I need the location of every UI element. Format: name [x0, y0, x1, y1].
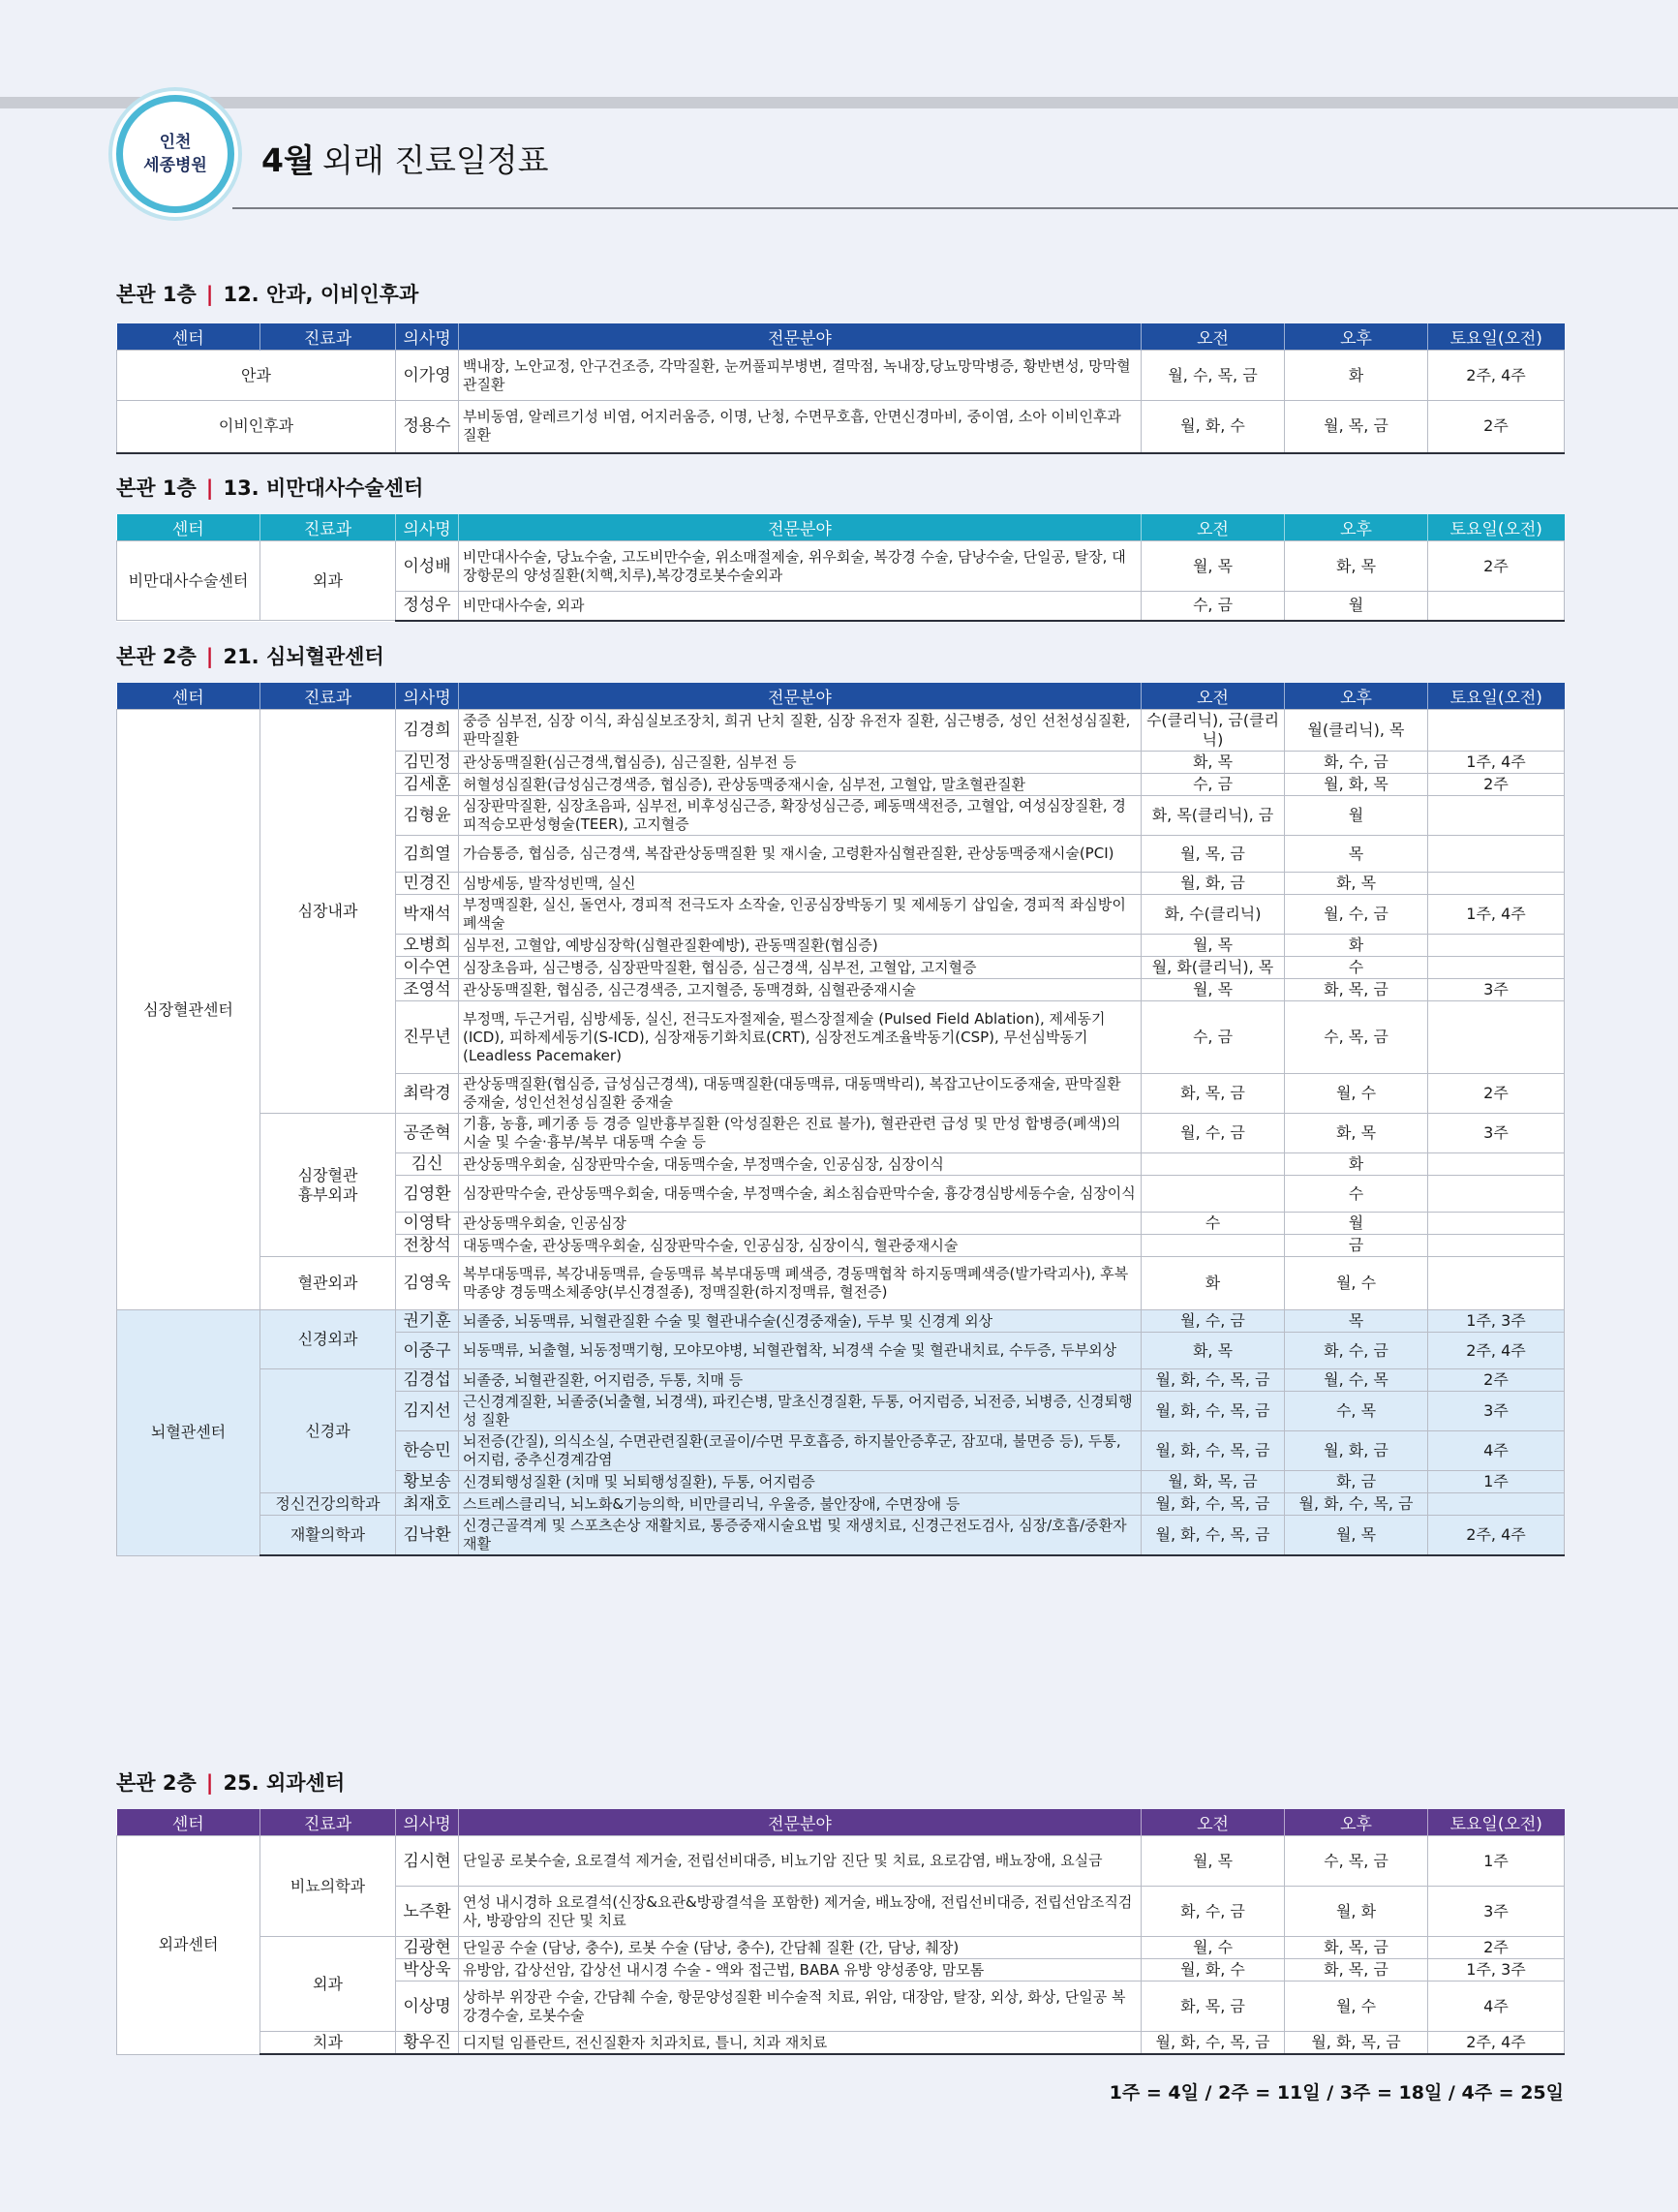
specialty-cell: 부정맥질환, 실신, 돌연사, 경피적 전극도자 소작술, 인공심장박동기 및 제세동기 삽입술, 경피적 좌심방이 폐색술	[459, 895, 1142, 935]
col-doctor: 의사명	[396, 514, 459, 541]
pm-cell: 수, 목, 금	[1285, 1001, 1428, 1074]
specialty-cell: 중증 심부전, 심장 이식, 좌심실보조장치, 희귀 난치 질환, 심장 유전자 질환, 심근병증, 성인 선천성심질환, 판막질환	[459, 710, 1142, 752]
doctor-name: 김시현	[396, 1836, 459, 1887]
am-cell: 월, 목	[1142, 1836, 1285, 1887]
am-cell: 월, 화, 금	[1142, 873, 1285, 895]
pm-cell: 화, 목	[1285, 1114, 1428, 1153]
sat-cell: 4주	[1428, 1431, 1565, 1471]
col-am: 오전	[1142, 683, 1285, 710]
am-cell: 월, 화, 수	[1142, 1959, 1285, 1982]
sat-cell	[1428, 1493, 1565, 1516]
doctor-name: 진무년	[396, 1001, 459, 1074]
specialty-cell: 비만대사수술, 당뇨수술, 고도비만수술, 위소매절제술, 위우회술, 복강경 수술, 담낭수술, 단일공, 탈장, 대장항문의 양성질환(치핵,치루),복강경로봇수술외과	[459, 541, 1142, 592]
table-row	[117, 1310, 1565, 1333]
doctor-name: 김영환	[396, 1176, 459, 1213]
center-cell: 심장혈관센터	[117, 710, 260, 1310]
section-divider: |	[205, 476, 214, 500]
specialty-cell: 단일공 수술 (담낭, 충수), 로봇 수술 (담낭, 충수), 간담췌 질환 (간, 담낭, 췌장)	[459, 1937, 1142, 1959]
specialty-cell: 관상동맥질환(협심증, 급성심근경색), 대동맥질환(대동맥류, 대동맥박리), 복잡고난이도중재술, 판막질환 중재술, 성인선천성심질환 중재술	[459, 1074, 1142, 1114]
pm-cell: 화, 목	[1285, 873, 1428, 895]
am-cell: 월, 화, 수	[1142, 401, 1285, 453]
doctor-name: 정성우	[396, 592, 459, 621]
sat-cell: 3주	[1428, 1887, 1565, 1937]
specialty-cell: 뇌전증(간질), 의식소실, 수면관련질환(코골이/수면 무호흡증, 하지불안증후군, 잠꼬대, 불면증 등), 두통, 어지럼, 중추신경계감염	[459, 1431, 1142, 1471]
center-cell: 뇌혈관센터	[117, 1310, 260, 1556]
doctor-name: 김세훈	[396, 774, 459, 796]
am-cell: 월, 수, 금	[1142, 1114, 1285, 1153]
doctor-name: 이가영	[396, 351, 459, 401]
specialty-cell: 관상동맥우회술, 인공심장	[459, 1213, 1142, 1235]
col-field: 전문분야	[459, 514, 1142, 541]
section-title-cardio-cerebro	[116, 641, 384, 670]
sat-cell	[1428, 957, 1565, 979]
pm-cell: 월, 수	[1285, 1257, 1428, 1310]
doctor-name: 최재호	[396, 1493, 459, 1516]
specialty-cell: 비만대사수술, 외과	[459, 592, 1142, 621]
am-cell: 월, 목	[1142, 935, 1285, 957]
sat-cell: 3주	[1428, 979, 1565, 1001]
table-header-row	[117, 514, 1565, 541]
pm-cell: 화, 목, 금	[1285, 1959, 1428, 1982]
center-cell: 비만대사수술센터	[117, 541, 260, 621]
col-am: 오전	[1142, 1809, 1285, 1836]
col-am: 오전	[1142, 323, 1285, 351]
section-floor: 본관 1층	[116, 283, 197, 306]
doctor-name: 오병희	[396, 935, 459, 957]
col-pm: 오후	[1285, 1809, 1428, 1836]
table-ophthalmology	[116, 323, 1565, 454]
specialty-cell: 뇌졸중, 뇌혈관질환, 어지럼증, 두통, 치매 등	[459, 1369, 1142, 1392]
pm-cell: 월	[1285, 1213, 1428, 1235]
sat-cell	[1428, 873, 1565, 895]
col-field: 전문분야	[459, 1809, 1142, 1836]
sat-cell: 2주, 4주	[1428, 351, 1565, 401]
am-cell: 월, 수, 금	[1142, 1310, 1285, 1333]
section-floor: 본관 1층	[116, 476, 197, 500]
doctor-name: 한승민	[396, 1431, 459, 1471]
pm-cell: 화, 목	[1285, 541, 1428, 592]
col-doctor: 의사명	[396, 1809, 459, 1836]
sat-cell	[1428, 1213, 1565, 1235]
pm-cell: 월	[1285, 592, 1428, 621]
title-month: 4월	[261, 141, 315, 179]
pm-cell: 화	[1285, 935, 1428, 957]
doctor-name: 권기훈	[396, 1310, 459, 1333]
doctor-name: 박상욱	[396, 1959, 459, 1982]
dept-cell: 심장혈관 흉부외과	[260, 1114, 396, 1257]
am-cell: 수(클리닉), 금(클리닉)	[1142, 710, 1285, 752]
table-row	[117, 1937, 1565, 1959]
am-cell: 월, 목	[1142, 979, 1285, 1001]
sat-cell	[1428, 710, 1565, 752]
col-dept: 진료과	[260, 514, 396, 541]
doctor-name: 김지선	[396, 1392, 459, 1431]
am-cell: 월, 화, 수, 목, 금	[1142, 1369, 1285, 1392]
doctor-name: 김민정	[396, 752, 459, 774]
sat-cell: 2주, 4주	[1428, 1333, 1565, 1369]
dept-cell: 외과	[260, 1937, 396, 2032]
pm-cell: 금	[1285, 1235, 1428, 1257]
section-name: 25. 외과센터	[223, 1771, 346, 1795]
doctor-name: 박재석	[396, 895, 459, 935]
specialty-cell: 뇌졸중, 뇌동맥류, 뇌혈관질환 수술 및 혈관내수술(신경중재술), 두부 및 신경계 외상	[459, 1310, 1142, 1333]
pm-cell: 월, 화, 금	[1285, 1431, 1428, 1471]
center-cell: 외과센터	[117, 1836, 260, 2055]
doctor-name: 김낙환	[396, 1516, 459, 1556]
sat-cell: 2주	[1428, 774, 1565, 796]
am-cell: 월, 화, 수, 목, 금	[1142, 1516, 1285, 1556]
sat-cell: 1주	[1428, 1471, 1565, 1493]
section-title-ophthalmology	[116, 279, 418, 308]
col-sat: 토요일(오전)	[1428, 683, 1565, 710]
doctor-name: 김영욱	[396, 1257, 459, 1310]
table-row	[117, 1493, 1565, 1516]
specialty-cell: 단일공 로봇수술, 요로결석 제거술, 전립선비대증, 비뇨기암 진단 및 치료, 요로감염, 배뇨장애, 요실금	[459, 1836, 1142, 1887]
sat-cell: 2주	[1428, 1937, 1565, 1959]
pm-cell: 월, 화, 목	[1285, 774, 1428, 796]
table-header-row	[117, 323, 1565, 351]
col-dept: 진료과	[260, 323, 396, 351]
am-cell: 화	[1142, 1257, 1285, 1310]
specialty-cell: 백내장, 노안교정, 안구건조증, 각막질환, 눈꺼풀피부병변, 결막점, 녹내장,당뇨망막병증, 황반변성, 망막혈관질환	[459, 351, 1142, 401]
sat-cell: 2주, 4주	[1428, 1516, 1565, 1556]
doctor-name: 공준혁	[396, 1114, 459, 1153]
col-doctor: 의사명	[396, 323, 459, 351]
sat-cell: 2주	[1428, 1369, 1565, 1392]
specialty-cell: 복부대동맥류, 복강내동맥류, 슬동맥류 복부대동맥 폐색증, 경동맥협착 하지동맥폐색증(발가락괴사), 후복막종양 경동맥소체종양(부신경절종), 정맥질환(하지정맥류, 혈전증)	[459, 1257, 1142, 1310]
dept-cell: 신경외과	[260, 1310, 396, 1369]
week-date-legend: 1주 = 4일 / 2주 = 11일 / 3주 = 18일 / 4주 = 25일	[1109, 2082, 1564, 2104]
sat-cell	[1428, 836, 1565, 873]
am-cell: 월, 화, 수, 목, 금	[1142, 2032, 1285, 2055]
specialty-cell: 상하부 위장관 수술, 간담췌 수술, 항문양성질환 비수술적 치료, 위암, 대장암, 탈장, 외상, 화상, 단일공 복강경수술, 로봇수술	[459, 1982, 1142, 2032]
col-dept: 진료과	[260, 1809, 396, 1836]
pm-cell: 목	[1285, 1310, 1428, 1333]
col-sat: 토요일(오전)	[1428, 1809, 1565, 1836]
am-cell: 화, 목	[1142, 752, 1285, 774]
pm-cell: 화	[1285, 1153, 1428, 1176]
doctor-name: 황보송	[396, 1471, 459, 1493]
hospital-badge	[116, 95, 234, 213]
am-cell: 화, 수(클리닉)	[1142, 895, 1285, 935]
doctor-name: 황우진	[396, 2032, 459, 2055]
pm-cell: 월, 화, 목, 금	[1285, 2032, 1428, 2055]
section-floor: 본관 2층	[116, 1771, 197, 1795]
sat-cell: 3주	[1428, 1392, 1565, 1431]
specialty-cell: 심장판막질환, 심장초음파, 심부전, 비후성심근증, 확장성심근증, 폐동맥색전증, 고혈압, 여성심장질환, 경피적승모판성형술(TEER), 고지혈증	[459, 796, 1142, 836]
pm-cell: 월(클리닉), 목	[1285, 710, 1428, 752]
col-dept: 진료과	[260, 683, 396, 710]
sat-cell	[1428, 1235, 1565, 1257]
col-doctor: 의사명	[396, 683, 459, 710]
col-am: 오전	[1142, 514, 1285, 541]
section-divider: |	[205, 1771, 214, 1795]
pm-cell: 화, 수, 금	[1285, 752, 1428, 774]
badge-line2: 세종병원	[143, 156, 207, 175]
doctor-name: 정용수	[396, 401, 459, 453]
col-sat: 토요일(오전)	[1428, 323, 1565, 351]
table-row	[117, 2032, 1565, 2055]
specialty-cell: 뇌동맥류, 뇌출혈, 뇌동정맥기형, 모야모야병, 뇌혈관협착, 뇌경색 수술 및 혈관내치료, 수두증, 두부외상	[459, 1333, 1142, 1369]
section-name: 13. 비만대사수술센터	[223, 476, 424, 500]
am-cell: 화, 목, 금	[1142, 1074, 1285, 1114]
doctor-name: 전창석	[396, 1235, 459, 1257]
am-cell: 화, 목(클리닉), 금	[1142, 796, 1285, 836]
pm-cell: 화, 목, 금	[1285, 979, 1428, 1001]
col-field: 전문분야	[459, 683, 1142, 710]
dept-cell: 혈관외과	[260, 1257, 396, 1310]
sat-cell: 1주, 3주	[1428, 1310, 1565, 1333]
doctor-name: 이수연	[396, 957, 459, 979]
section-title-bariatric	[116, 473, 423, 502]
pm-cell: 수	[1285, 1176, 1428, 1213]
page-title	[261, 136, 548, 181]
sat-cell	[1428, 1001, 1565, 1074]
doctor-name: 김신	[396, 1153, 459, 1176]
am-cell: 화, 수, 금	[1142, 1887, 1285, 1937]
am-cell: 수, 금	[1142, 774, 1285, 796]
am-cell	[1142, 1235, 1285, 1257]
sat-cell	[1428, 1257, 1565, 1310]
am-cell: 월, 화, 수, 목, 금	[1142, 1431, 1285, 1471]
pm-cell: 월, 목, 금	[1285, 401, 1428, 453]
doctor-name: 김형윤	[396, 796, 459, 836]
table-row	[117, 1369, 1565, 1392]
pm-cell: 화, 금	[1285, 1471, 1428, 1493]
sat-cell: 2주	[1428, 541, 1565, 592]
col-pm: 오후	[1285, 323, 1428, 351]
pm-cell: 월, 화	[1285, 1887, 1428, 1937]
pm-cell: 목	[1285, 836, 1428, 873]
am-cell: 화, 목	[1142, 1333, 1285, 1369]
pm-cell: 월, 수, 금	[1285, 895, 1428, 935]
sat-cell	[1428, 1153, 1565, 1176]
pm-cell: 월, 화, 수, 목, 금	[1285, 1493, 1428, 1516]
specialty-cell: 신경퇴행성질환 (치매 및 뇌퇴행성질환), 두통, 어지럼증	[459, 1471, 1142, 1493]
specialty-cell: 가슴통증, 협심증, 심근경색, 복잡관상동맥질환 및 재시술, 고령환자심혈관질환, 관상동맥중재시술(PCI)	[459, 836, 1142, 873]
pm-cell: 화, 수, 금	[1285, 1333, 1428, 1369]
table-row	[117, 1836, 1565, 1887]
specialty-cell: 신경근골격계 및 스포츠손상 재활치료, 통증중재시술요법 및 재생치료, 신경근전도검사, 심장/호흡/중환자 재활	[459, 1516, 1142, 1556]
am-cell: 화, 목, 금	[1142, 1982, 1285, 2032]
doctor-name: 노주환	[396, 1887, 459, 1937]
doctor-name: 조영석	[396, 979, 459, 1001]
table-surgery	[116, 1809, 1565, 2055]
dept-cell: 재활의학과	[260, 1516, 396, 1556]
table-cardio-cerebro	[116, 683, 1565, 1556]
table-row	[117, 351, 1565, 401]
dept-cell: 신경과	[260, 1369, 396, 1493]
specialty-cell: 허혈성심질환(급성심근경색증, 협심증), 관상동맥중재시술, 심부전, 고혈압, 말초혈관질환	[459, 774, 1142, 796]
col-center: 센터	[117, 1809, 260, 1836]
am-cell: 수	[1142, 1213, 1285, 1235]
col-center: 센터	[117, 514, 260, 541]
col-pm: 오후	[1285, 514, 1428, 541]
specialty-cell: 심장판막수술, 관상동맥우회술, 대동맥수술, 부정맥수술, 최소침습판막수술, 흉강경심방세동수술, 심장이식	[459, 1176, 1142, 1213]
section-floor: 본관 2층	[116, 645, 197, 668]
section-name: 21. 심뇌혈관센터	[223, 645, 384, 668]
am-cell	[1142, 1153, 1285, 1176]
specialty-cell: 스트레스클리닉, 뇌노화&기능의학, 비만클리닉, 우울증, 불안장애, 수면장애 등	[459, 1493, 1142, 1516]
table-row	[117, 401, 1565, 453]
specialty-cell: 부정맥, 두근거림, 심방세동, 실신, 전극도자절제술, 펄스장절제술 (Pulsed Field Ablation), 제세동기(ICD), 피하제세동기(S-ICD), 심장재동기화치료(CRT), 심장전도계조율박동기(CSP), 무선심박동기(Leadless Pacemaker)	[459, 1001, 1142, 1074]
specialty-cell: 관상동맥우회술, 심장판막수술, 대동맥수술, 부정맥수술, 인공심장, 심장이식	[459, 1153, 1142, 1176]
doctor-name: 민경진	[396, 873, 459, 895]
top-gray-bar	[0, 97, 1678, 108]
pm-cell: 수, 목, 금	[1285, 1836, 1428, 1887]
specialty-cell: 심장초음파, 심근병증, 심장판막질환, 협심증, 심근경색, 심부전, 고혈압, 고지혈증	[459, 957, 1142, 979]
am-cell: 월, 화(클리닉), 목	[1142, 957, 1285, 979]
sat-cell: 2주	[1428, 401, 1565, 453]
table-header-row	[117, 1809, 1565, 1836]
table-bariatric	[116, 514, 1565, 622]
pm-cell: 월, 수, 목	[1285, 1369, 1428, 1392]
specialty-cell: 심방세동, 발작성빈맥, 실신	[459, 873, 1142, 895]
sat-cell	[1428, 592, 1565, 621]
specialty-cell: 유방암, 갑상선암, 갑상선 내시경 수술 - 액와 접근법, BABA 유방 양성종양, 맘모톰	[459, 1959, 1142, 1982]
table-row	[117, 710, 1565, 752]
dept-cell: 외과	[260, 541, 396, 621]
am-cell: 월, 화, 수, 목, 금	[1142, 1392, 1285, 1431]
dept-cell: 심장내과	[260, 710, 396, 1114]
sat-cell: 2주, 4주	[1428, 2032, 1565, 2055]
pm-cell: 화, 목, 금	[1285, 1937, 1428, 1959]
dept-cell: 이비인후과	[117, 401, 396, 453]
dept-cell: 안과	[117, 351, 396, 401]
dept-cell: 비뇨의학과	[260, 1836, 396, 1937]
am-cell: 월, 목, 금	[1142, 836, 1285, 873]
table-header-row	[117, 683, 1565, 710]
doctor-name: 이영탁	[396, 1213, 459, 1235]
col-sat: 토요일(오전)	[1428, 514, 1565, 541]
am-cell	[1142, 1176, 1285, 1213]
title-rest: 외래 진료일정표	[321, 141, 549, 179]
specialty-cell: 디지털 임플란트, 전신질환자 치과치료, 틀니, 치과 재치료	[459, 2032, 1142, 2055]
specialty-cell: 관상동맥질환(심근경색,협심증), 심근질환, 심부전 등	[459, 752, 1142, 774]
specialty-cell: 근신경계질환, 뇌졸중(뇌출혈, 뇌경색), 파킨슨병, 말초신경질환, 두통, 어지럼증, 뇌전증, 뇌병증, 신경퇴행성 질환	[459, 1392, 1142, 1431]
section-title-surgery	[116, 1767, 345, 1797]
header-divider	[232, 207, 1678, 209]
dept-cell: 치과	[260, 2032, 396, 2055]
am-cell: 월, 화, 목, 금	[1142, 1471, 1285, 1493]
sat-cell	[1428, 1176, 1565, 1213]
am-cell: 월, 목	[1142, 541, 1285, 592]
pm-cell: 수, 목	[1285, 1392, 1428, 1431]
specialty-cell: 기흉, 농흉, 폐기종 등 경증 일반흉부질환 (악성질환은 진료 불가), 혈관관련 급성 및 만성 합병증(폐색)의 시술 및 수술·흉부/복부 대동맥 수술 등	[459, 1114, 1142, 1153]
doctor-name: 이중구	[396, 1333, 459, 1369]
specialty-cell: 대동맥수술, 관상동맥우회술, 심장판막수술, 인공심장, 심장이식, 혈관중재시술	[459, 1235, 1142, 1257]
doctor-name: 김경희	[396, 710, 459, 752]
col-center: 센터	[117, 323, 260, 351]
table-row	[117, 1257, 1565, 1310]
sat-cell: 1주	[1428, 1836, 1565, 1887]
am-cell: 수, 금	[1142, 592, 1285, 621]
am-cell: 월, 수	[1142, 1937, 1285, 1959]
pm-cell: 화	[1285, 351, 1428, 401]
section-divider: |	[205, 645, 214, 668]
sat-cell: 1주, 3주	[1428, 1959, 1565, 1982]
doctor-name: 이성배	[396, 541, 459, 592]
specialty-cell: 부비동염, 알레르기성 비염, 어지러움증, 이명, 난청, 수면무호흡, 안면신경마비, 중이염, 소아 이비인후과 질환	[459, 401, 1142, 453]
col-center: 센터	[117, 683, 260, 710]
section-name: 12. 안과, 이비인후과	[223, 283, 419, 306]
table-row	[117, 1114, 1565, 1153]
pm-cell: 월, 수	[1285, 1982, 1428, 2032]
cardio-table-body	[117, 710, 1565, 1556]
sat-cell	[1428, 935, 1565, 957]
table-row	[117, 541, 1565, 592]
doctor-name: 김경섭	[396, 1369, 459, 1392]
specialty-cell: 심부전, 고혈압, 예방심장학(심혈관질환예방), 관동맥질환(협심증)	[459, 935, 1142, 957]
pm-cell: 수	[1285, 957, 1428, 979]
am-cell: 수, 금	[1142, 1001, 1285, 1074]
sat-cell: 1주, 4주	[1428, 752, 1565, 774]
table-row	[117, 1516, 1565, 1556]
doctor-name: 이상명	[396, 1982, 459, 2032]
pm-cell: 월, 수	[1285, 1074, 1428, 1114]
col-pm: 오후	[1285, 683, 1428, 710]
sat-cell	[1428, 796, 1565, 836]
am-cell: 월, 수, 목, 금	[1142, 351, 1285, 401]
col-field: 전문분야	[459, 323, 1142, 351]
section-divider: |	[205, 283, 214, 306]
dept-cell: 정신건강의학과	[260, 1493, 396, 1516]
am-cell: 월, 화, 수, 목, 금	[1142, 1493, 1285, 1516]
specialty-cell: 관상동맥질환, 협심증, 심근경색증, 고지혈증, 동맥경화, 심혈관중재시술	[459, 979, 1142, 1001]
doctor-name: 김광현	[396, 1937, 459, 1959]
sat-cell: 1주, 4주	[1428, 895, 1565, 935]
pm-cell: 월	[1285, 796, 1428, 836]
sat-cell: 2주	[1428, 1074, 1565, 1114]
sat-cell: 4주	[1428, 1982, 1565, 2032]
sat-cell: 3주	[1428, 1114, 1565, 1153]
badge-line1: 인천	[159, 133, 192, 152]
surgery-table-body	[117, 1836, 1565, 2055]
specialty-cell: 연성 내시경하 요로결석(신장&요관&방광결석을 포함한) 제거술, 배뇨장애, 전립선비대증, 전립선암조직검사, 방광암의 진단 및 치료	[459, 1887, 1142, 1937]
doctor-name: 최락경	[396, 1074, 459, 1114]
doctor-name: 김희열	[396, 836, 459, 873]
pm-cell: 월, 목	[1285, 1516, 1428, 1556]
